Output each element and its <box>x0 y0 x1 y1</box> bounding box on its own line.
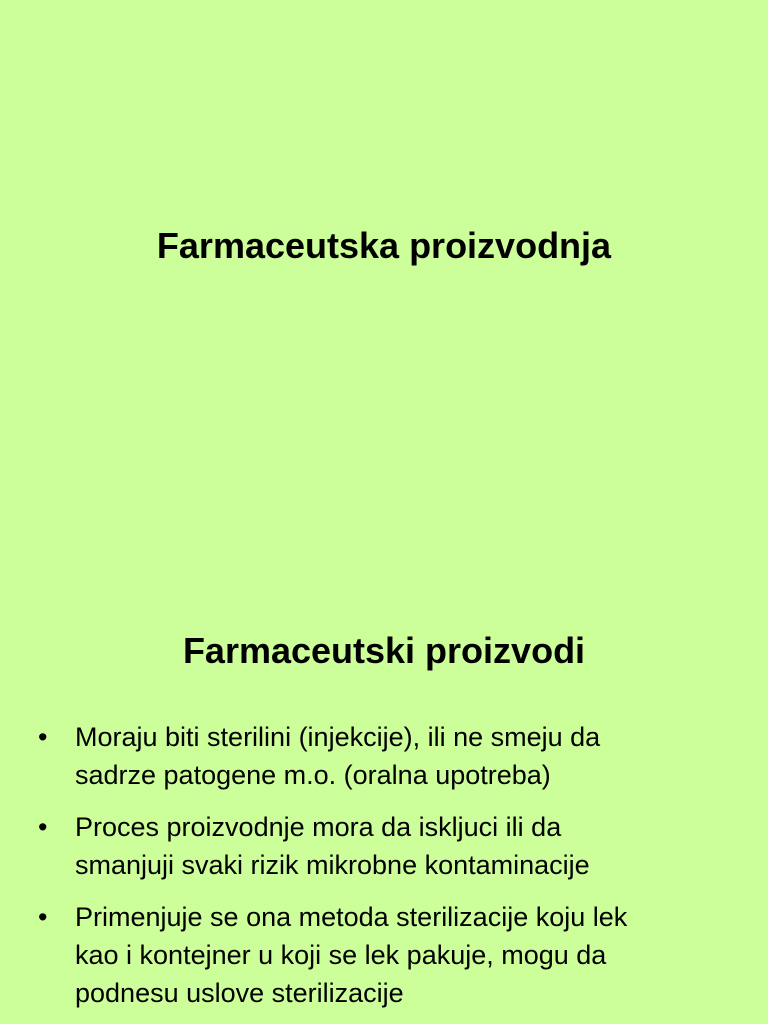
bullet-item <box>38 898 738 1012</box>
slide-2-title: Farmaceutski proizvodi <box>182 630 586 671</box>
bullet-marker: • <box>38 722 48 752</box>
bullet-text-line: Primenjuje se ona metoda sterilizacije koju lek <box>75 902 628 932</box>
bullet-text-line: podnesu uslove sterilizacije <box>75 978 404 1008</box>
bullet-text-line: kao i kontejner u koji se lek pakuje, mogu da <box>75 940 607 970</box>
bullet-text-line: sadrze patogene m.o. (oralna upotreba) <box>75 760 551 790</box>
bullet-marker: • <box>38 902 48 932</box>
bullet-list <box>38 718 738 1024</box>
bullet-item <box>38 808 738 884</box>
slide-2 <box>0 576 768 1024</box>
bullet-marker: • <box>38 812 48 842</box>
slide-1-title: Farmaceutska proizvodnja <box>156 225 612 266</box>
bullet-item <box>38 718 738 794</box>
bullet-text-line: smanjuji svaki rizik mikrobne kontaminacije <box>75 850 590 880</box>
bullet-text-line: Moraju biti sterilini (injekcije), ili ne smeju da <box>75 722 601 752</box>
bullet-text-line: Proces proizvodnje mora da iskljuci ili da <box>75 812 562 842</box>
